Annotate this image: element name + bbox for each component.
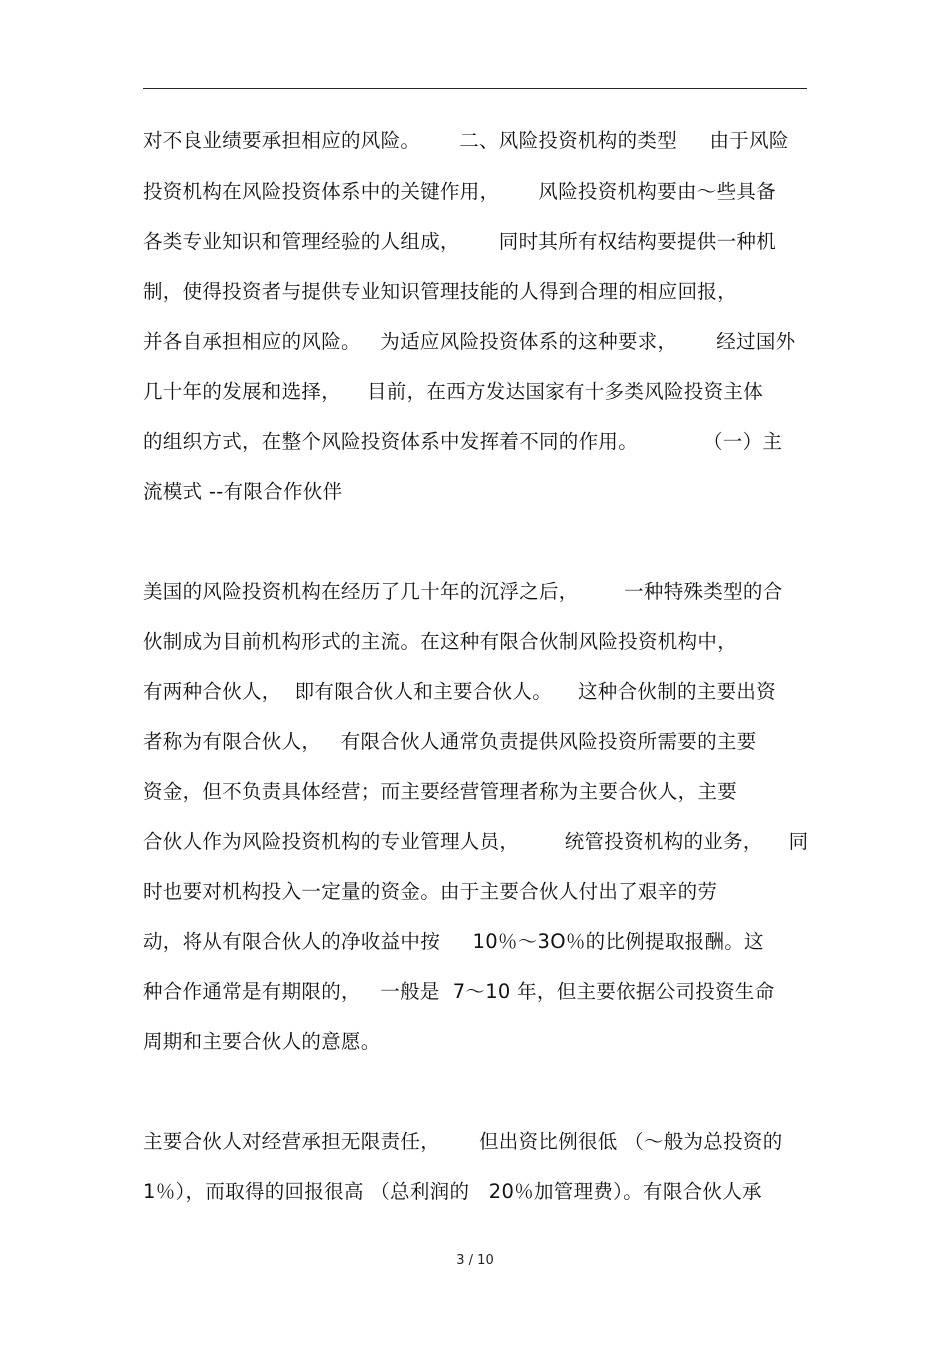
header-rule bbox=[143, 88, 807, 89]
text-line: 制，使得投资者与提供专业知识管理技能的人得到合理的相应回报， bbox=[143, 280, 738, 303]
text-line: 主要合伙人对经营承担无限责任， 但出资比例很低 （～般为总投资的 bbox=[143, 1130, 783, 1153]
page-number: 3 / 10 bbox=[456, 1253, 494, 1268]
text-line: 种合作通常是有期限的， 一般是 7～10 年，但主要依据公司投资生命 bbox=[143, 980, 775, 1003]
text-line: 1％），而取得的回报很高 （总利润的 20％加管理费）。有限合伙人承 bbox=[143, 1180, 762, 1203]
text-line: 时也要对机构投入一定量的资金。由于主要合伙人付出了艰辛的劳 bbox=[143, 880, 718, 903]
text-line: 对不良业绩要承担相应的风险。 二、风险投资机构的类型 由于风险 bbox=[143, 129, 789, 152]
text-line: 几十年的发展和选择， 目前，在西方发达国家有十多类风险投资主体 bbox=[143, 380, 763, 403]
text-line: 各类专业知识和管理经验的人组成， 同时其所有权结构要提供一种机 bbox=[143, 230, 776, 253]
text-line: 合伙人作为风险投资机构的专业管理人员， 统管投资机构的业务， 同 bbox=[143, 830, 809, 853]
text-line: 者称为有限合伙人， 有限合伙人通常负责提供风险投资所需要的主要 bbox=[143, 730, 757, 753]
text-line: 资金，但不负责具体经营；而主要经营管理者称为主要合伙人，主要 bbox=[143, 780, 738, 803]
text-line: 流模式 --有限合作伙伴 bbox=[143, 480, 343, 503]
text-line: 投资机构在风险投资体系中的关键作用， 风险投资机构要由～些具备 bbox=[143, 180, 776, 203]
text-line: 美国的风险投资机构在经历了几十年的沉浮之后， 一种特殊类型的合 bbox=[143, 580, 783, 603]
text-line: 动，将从有限合伙人的净收益中按 10％～3O％的比例提取报酬。这 bbox=[143, 930, 764, 953]
text-line: 的组织方式，在整个风险投资体系中发挥着不同的作用。 （一）主 bbox=[143, 430, 783, 453]
text-line: 伙制成为目前机构形式的主流。在这种有限合伙制风险投资机构中， bbox=[143, 630, 738, 653]
text-line: 周期和主要合伙人的意愿。 bbox=[143, 1030, 381, 1053]
text-line: 并各自承担相应的风险。 为适应风险投资体系的这种要求， 经过国外 bbox=[143, 330, 796, 353]
text-line: 有两种合伙人， 即有限合伙人和主要合伙人。 这种合伙制的主要出资 bbox=[143, 680, 776, 703]
